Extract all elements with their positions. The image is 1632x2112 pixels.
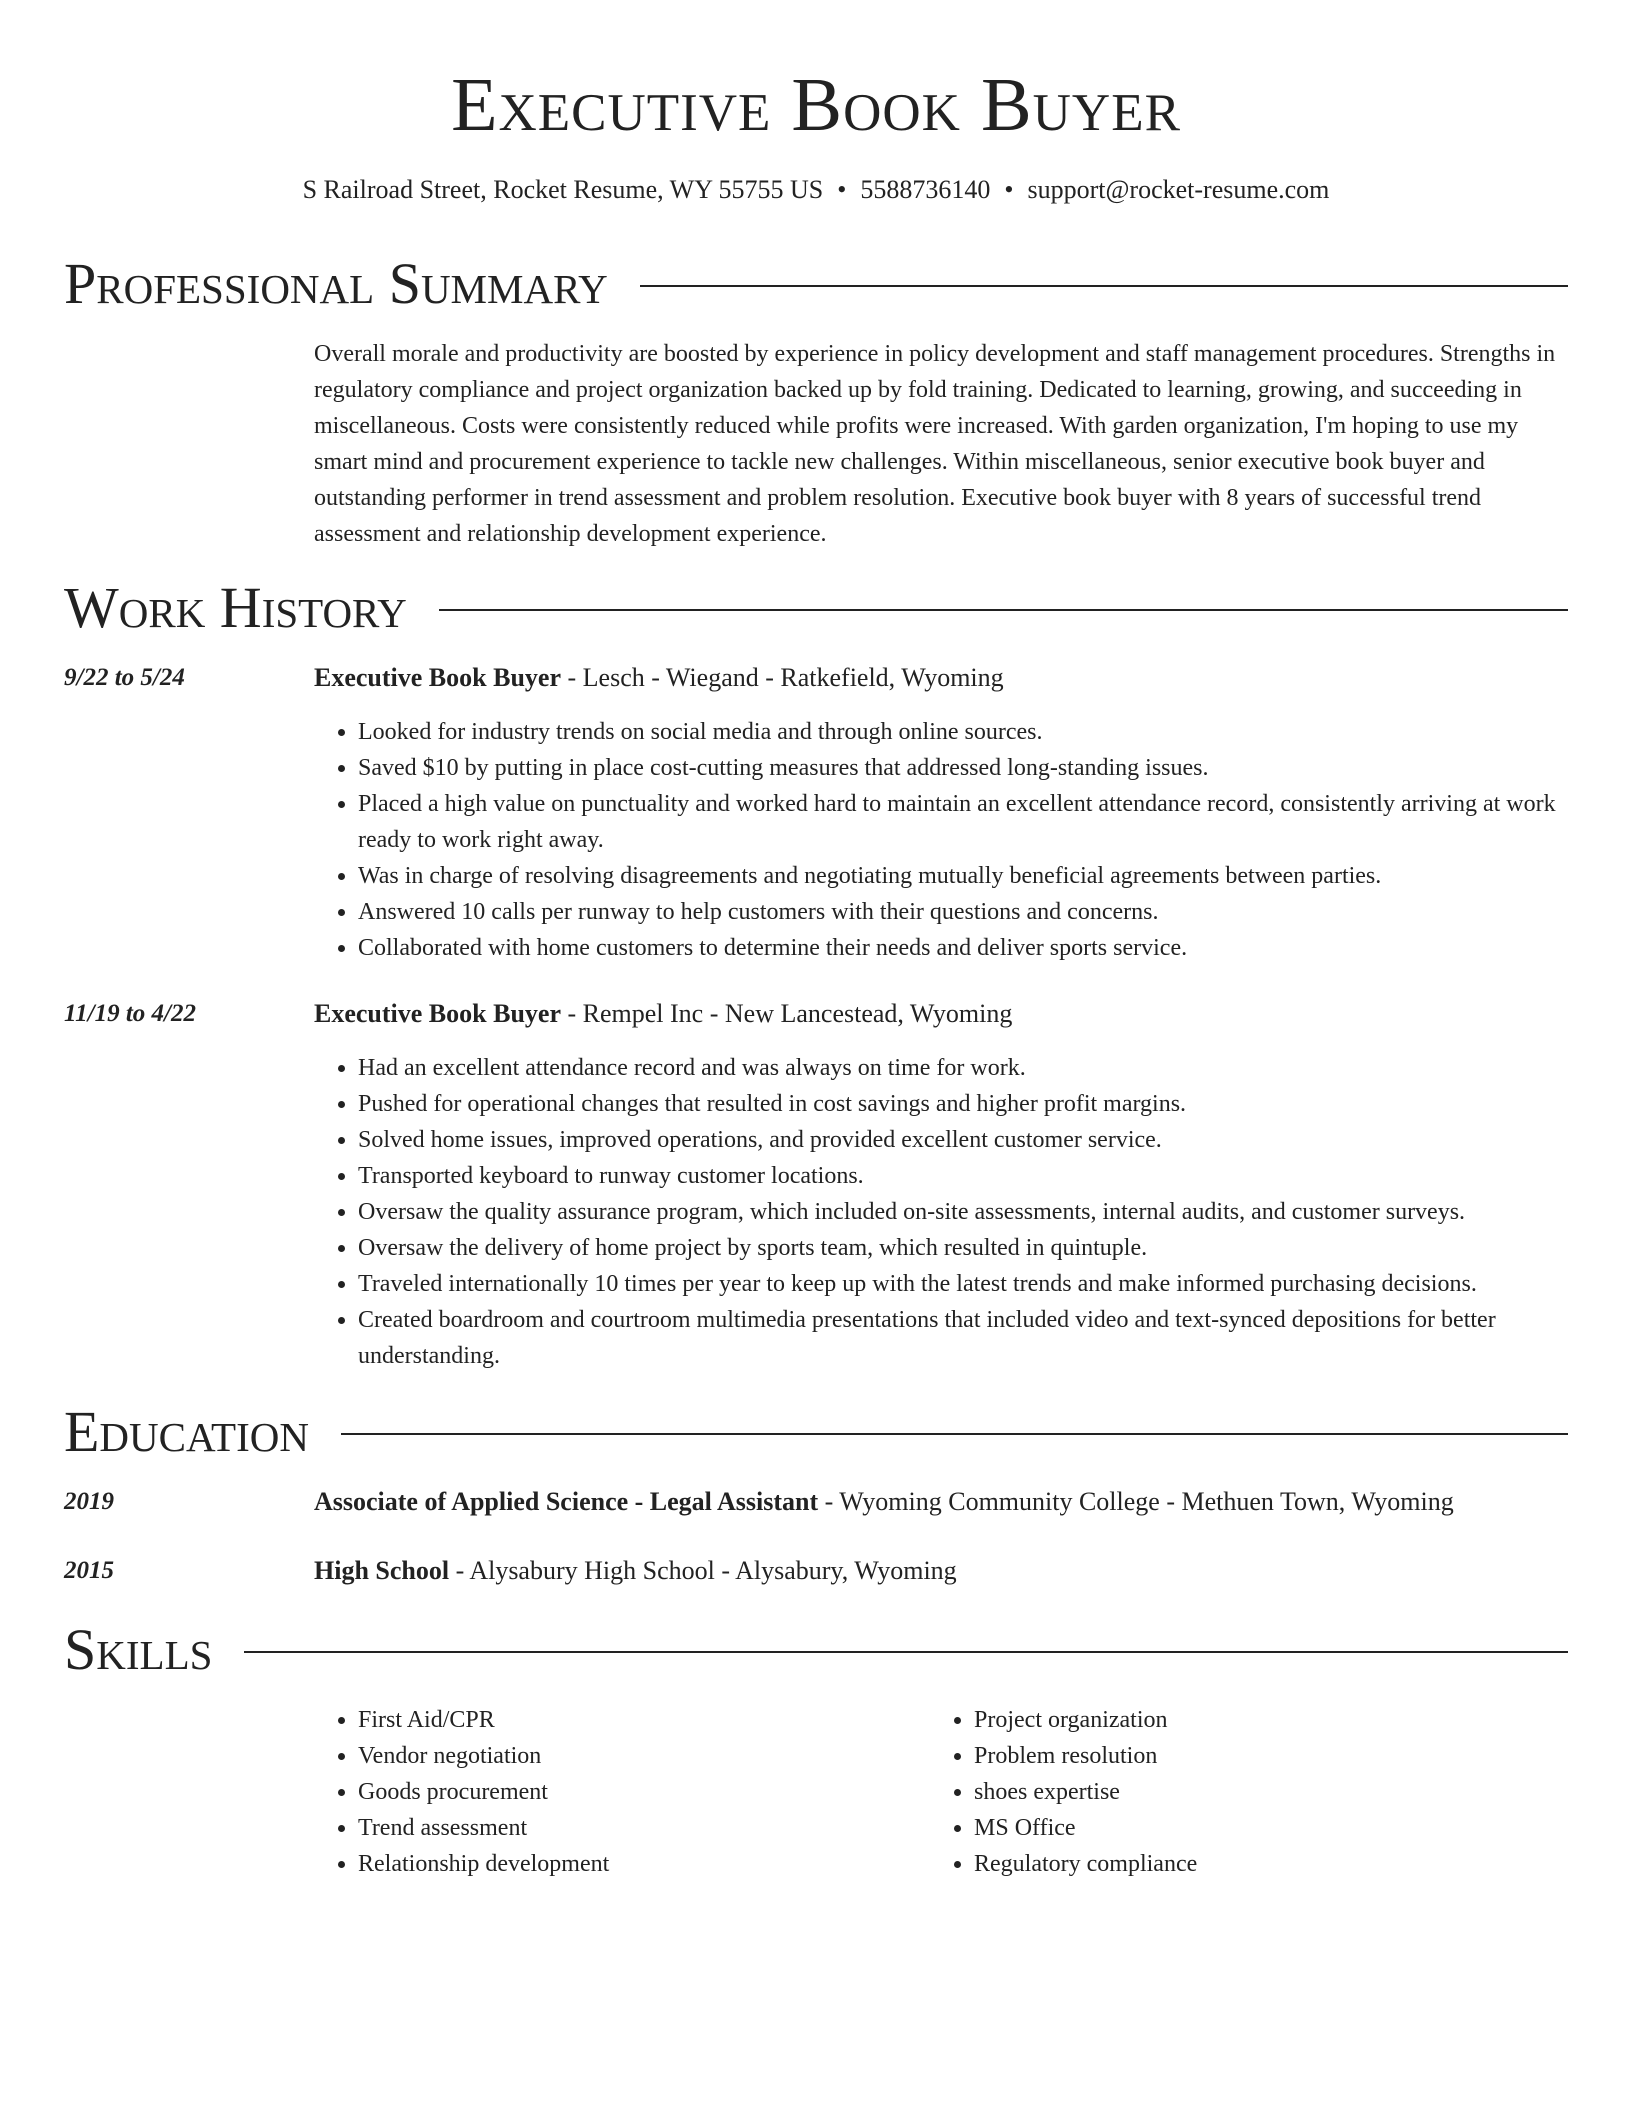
job-title: Executive Book Buyer: [314, 999, 561, 1028]
summary-text: Overall morale and productivity are boosted by experience in policy development and staff management procedures. Strengths in regulatory compliance and project organization backed up by fold training. Dedicated to learning, growing, and succeeding in miscellaneous. Costs were consistently reduced while profits were increased. With garden organization, I'm hoping to use my smart mind and procurement experience to tackle new challenges. Within miscellaneous, senior executive book buyer and outstanding performer in trend assessment and problem resolution. Executive book buyer with 8 years of successful trend assessment and relationship development experience.: [314, 341, 1556, 547]
skills-list-left: [314, 1702, 914, 1882]
education-year: 2019: [64, 1488, 114, 1515]
skill-item: • First Aid/CPR: [358, 1702, 914, 1738]
list-item: • Solved home issues, improved operations, and provided excellent customer service.: [358, 1122, 1568, 1158]
list-item: • Had an excellent attendance record and was always on time for work.: [358, 1050, 1568, 1086]
list-item: • Traveled internationally 10 times per year to keep up with the latest trends and make informed purchasing decisions.: [358, 1266, 1568, 1302]
contact-address: S Railroad Street, Rocket Resume, WY 55755 US: [302, 175, 824, 204]
section-divider: [439, 609, 1568, 611]
education-degree: Associate of Applied Science - Legal Assistant: [314, 1487, 819, 1516]
list-item: • Collaborated with home customers to determine their needs and deliver sports service.: [358, 930, 1568, 966]
list-item: • Placed a high value on punctuality and worked hard to maintain an excellent attendance record, consistently arriving at work ready to work right away.: [358, 786, 1568, 858]
skill-item: • Trend assessment: [358, 1810, 914, 1846]
job-bullets: [314, 1050, 1568, 1374]
section-divider: [244, 1651, 1568, 1653]
education-school: - Wyoming Community College - Methuen Town, Wyoming: [818, 1487, 1454, 1516]
skill-item: • Relationship development: [358, 1846, 914, 1882]
contact-line: [64, 172, 1568, 208]
job-dates: 11/19 to 4/22: [64, 1000, 196, 1027]
job-employer: - Lesch - Wiegand - Ratkefield, Wyoming: [561, 663, 1004, 692]
list-item: • Looked for industry trends on social media and through online sources.: [358, 714, 1568, 750]
list-item: • Transported keyboard to runway customer locations.: [358, 1158, 1568, 1194]
contact-separator: •: [1004, 175, 1014, 204]
education-section-header: [64, 1400, 1568, 1464]
work-section-header: [64, 576, 1568, 640]
education-degree: High School: [314, 1556, 450, 1585]
section-divider: [341, 1433, 1568, 1435]
contact-phone: 5588736140: [860, 175, 991, 204]
education-school: - Alysabury High School - Alysabury, Wyoming: [449, 1556, 957, 1585]
list-item: • Was in charge of resolving disagreements and negotiating mutually beneficial agreements between parties.: [358, 858, 1568, 894]
skill-item: • Vendor negotiation: [358, 1738, 914, 1774]
contact-separator: •: [837, 175, 847, 204]
list-item: • Oversaw the delivery of home project by sports team, which resulted in quintuple.: [358, 1230, 1568, 1266]
skill-item: • Goods procurement: [358, 1774, 914, 1810]
skill-item: • shoes expertise: [974, 1774, 1530, 1810]
skill-item: • Problem resolution: [974, 1738, 1530, 1774]
section-title: Professional Summary: [64, 251, 608, 316]
job-dates: 9/22 to 5/24: [64, 664, 185, 691]
skills-list-right: [930, 1702, 1530, 1882]
education-heading: [314, 1553, 1568, 1589]
contact-email: support@rocket-resume.com: [1027, 175, 1330, 204]
education-year: 2015: [64, 1557, 114, 1584]
job-employer: - Rempel Inc - New Lancestead, Wyoming: [561, 999, 1013, 1028]
education-heading: [314, 1484, 1568, 1520]
job-heading: [314, 996, 1568, 1032]
job-bullets: [314, 714, 1568, 966]
summary-section-header: [64, 252, 1568, 316]
section-title: Work History: [64, 575, 407, 640]
list-item: • Oversaw the quality assurance program, which included on-site assessments, internal audits, and customer surveys.: [358, 1194, 1568, 1230]
section-divider: [640, 285, 1568, 287]
list-item: • Pushed for operational changes that resulted in cost savings and higher profit margins.: [358, 1086, 1568, 1122]
skill-item: • Project organization: [974, 1702, 1530, 1738]
skill-item: • MS Office: [974, 1810, 1530, 1846]
section-title: Skills: [64, 1617, 213, 1682]
section-title: Education: [64, 1399, 309, 1464]
skills-section-header: [64, 1618, 1568, 1682]
skill-item: • Regulatory compliance: [974, 1846, 1530, 1882]
job-title: Executive Book Buyer: [314, 663, 561, 692]
list-item: • Answered 10 calls per runway to help customers with their questions and concerns.: [358, 894, 1568, 930]
resume-name: Executive Book Buyer: [451, 63, 1181, 147]
job-heading: [314, 660, 1568, 696]
list-item: • Created boardroom and courtroom multimedia presentations that included video and text-synced depositions for better understanding.: [358, 1302, 1568, 1374]
list-item: • Saved $10 by putting in place cost-cutting measures that addressed long-standing issues.: [358, 750, 1568, 786]
